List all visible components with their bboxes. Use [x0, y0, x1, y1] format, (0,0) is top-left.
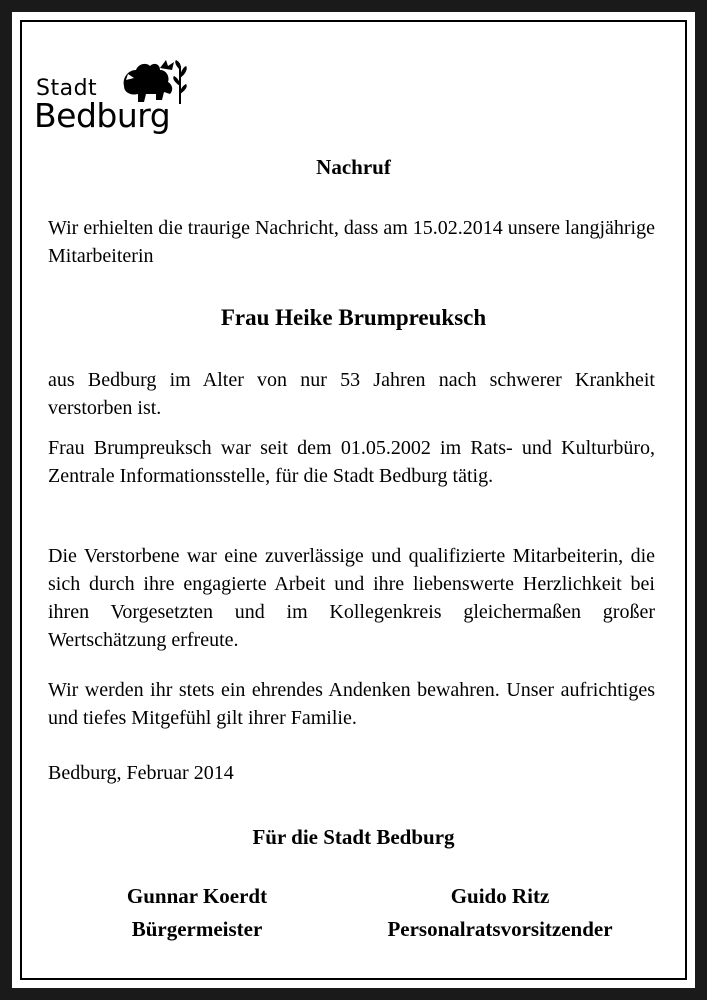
notice-title: Nachruf	[316, 155, 391, 179]
signatory-name: Gunnar Koerdt	[126, 884, 268, 908]
deceased-name: Frau Heike Brumpreuksch	[220, 305, 487, 330]
notice-intro: Wir erhielten die traurige Nachricht, dass am 15.02.2014 unsere langjährige Mitarbeiterin	[48, 217, 655, 267]
signatory-1	[97, 880, 297, 946]
signatory-role: Bürgermeister	[131, 917, 263, 941]
for-city-line: Für die Stadt Bedburg	[252, 825, 455, 849]
paragraph-3: Die Verstorbene war eine zuverlässige und qualifizierte Mitarbeiterin, die sich durch ihre engagierte Arbeit und ihre liebenswerte Herzlichkeit bei ihren Vorgesetzten und im Kollegenkreis gleichermaßen großer Wertschätzung erfreute.	[48, 545, 655, 651]
logo-text-bedburg: Bedburg	[34, 96, 171, 135]
lion-emblem-icon	[116, 56, 196, 106]
signatory-role: Personalratsvorsitzender	[387, 917, 613, 941]
paragraph-2: Frau Brumpreuksch war seit dem 01.05.2002 im Rats- und Kulturbüro, Zentrale Informationsstelle, für die Stadt Bedburg tätig.	[48, 437, 655, 487]
paragraph-4: Wir werden ihr stets ein ehrendes Andenken bewahren. Unser aufrichtiges und tiefes Mitgefühl gilt ihrer Familie.	[48, 679, 655, 729]
signatory-2	[360, 880, 640, 946]
paragraph-1: aus Bedburg im Alter von nur 53 Jahren nach schwerer Krankheit verstorben ist.	[48, 369, 655, 419]
place-date: Bedburg, Februar 2014	[48, 762, 234, 784]
logo-text-stadt: Stadt	[36, 76, 98, 101]
signatory-name: Guido Ritz	[450, 884, 550, 908]
city-logo	[36, 56, 206, 156]
